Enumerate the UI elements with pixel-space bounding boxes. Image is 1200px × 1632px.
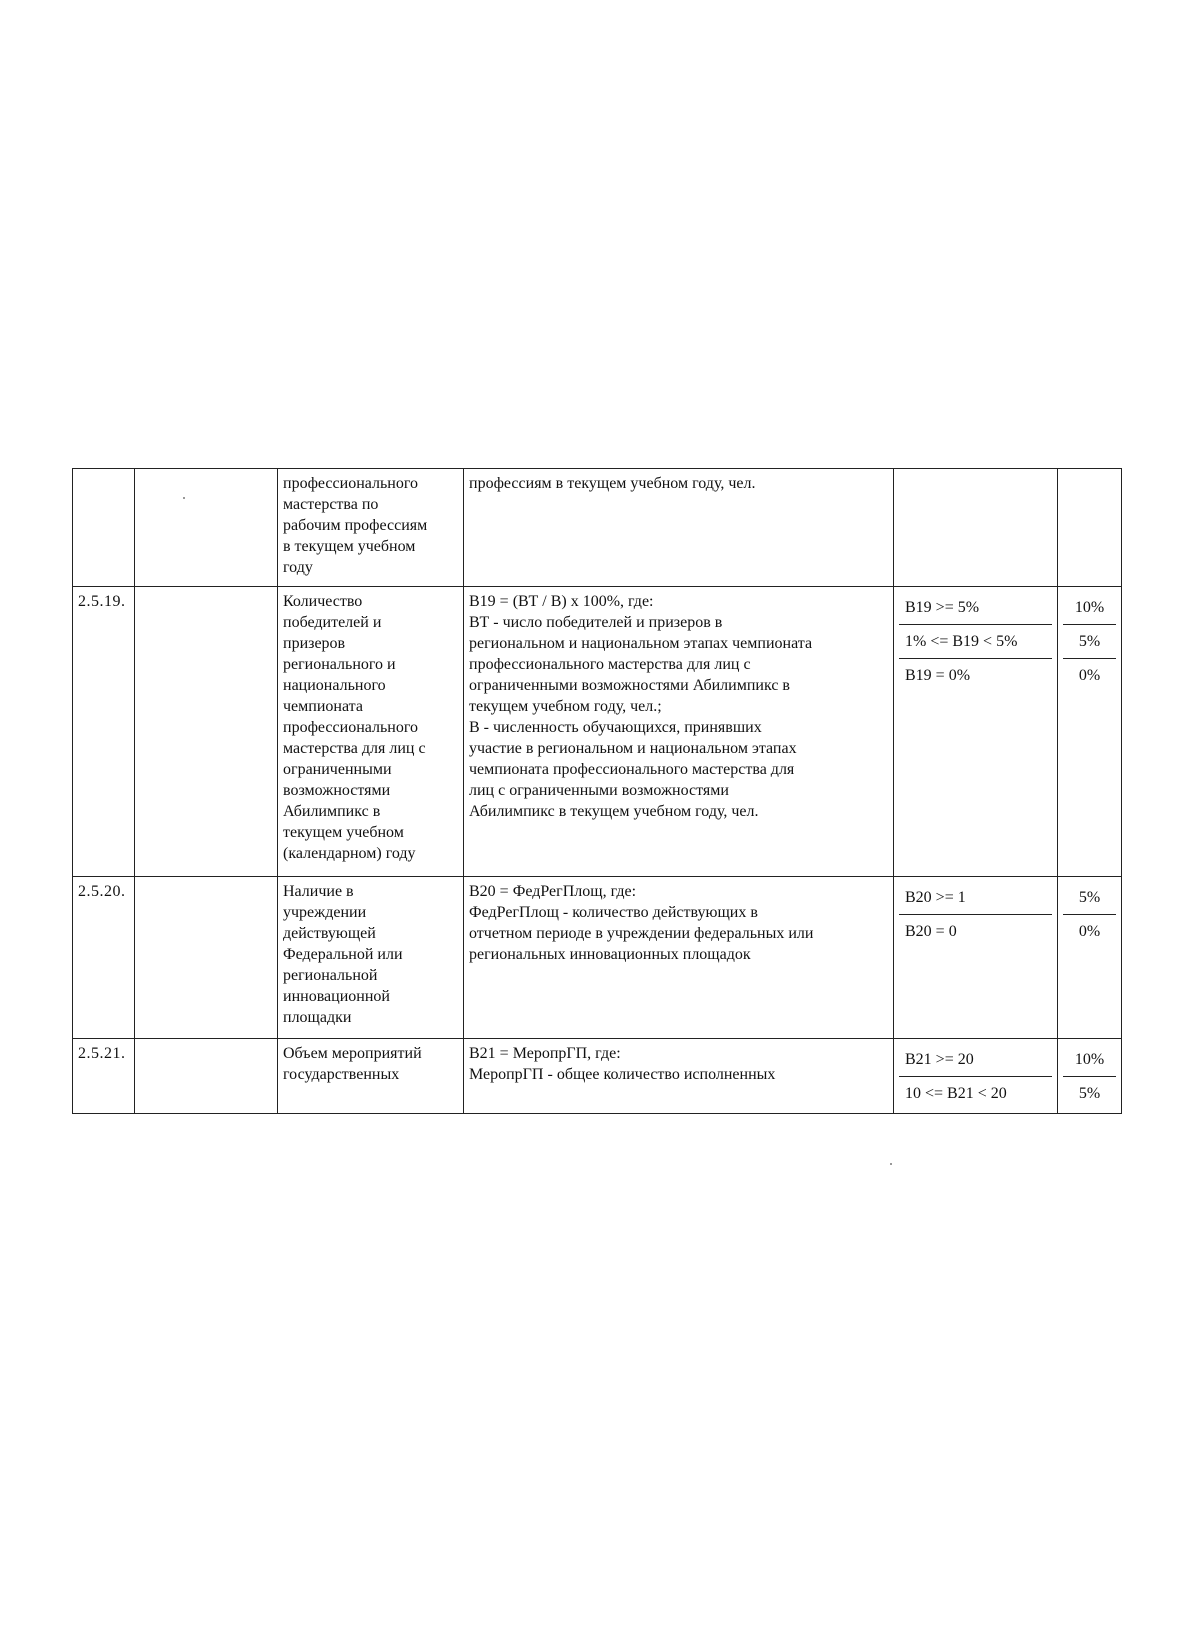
formula-line: региональном и национальном этапах чемпионата <box>469 635 813 652</box>
indicator-name-line: победителей и <box>283 614 382 631</box>
condition-cell: B20 = 0 <box>905 923 957 940</box>
indicator-name-line: чемпионата <box>283 698 363 715</box>
condition-cell: 10 <= B21 < 20 <box>905 1085 1007 1102</box>
indicator-name-line: государственных <box>283 1066 400 1083</box>
indicator-name-line: призеров <box>283 635 346 652</box>
score-cell: 5% <box>1063 625 1116 659</box>
indicator-name-line: Федеральной или <box>283 946 403 963</box>
formula-line: Абилимпикс в текущем учебном году, чел. <box>469 803 759 820</box>
condition-cell: B21 >= 20 <box>899 1043 1052 1077</box>
indicator-name <box>278 1039 464 1114</box>
formula-line: отчетном периоде в учреждении федеральных или <box>469 925 814 942</box>
conditions-column <box>894 587 1058 877</box>
score-cell: 10% <box>1063 1043 1116 1077</box>
formula-line: текущем учебном году, чел.; <box>469 698 662 715</box>
indicator-name-line: ограниченными <box>283 761 392 778</box>
formula-line: лиц с ограниченными возможностями <box>469 782 729 799</box>
indicator-name-line: действующей <box>283 925 376 942</box>
indicator-name-line: в текущем учебном <box>283 538 416 555</box>
table-row <box>73 877 1122 1039</box>
formula-line: МеропрГП - общее количество исполненных <box>469 1066 776 1083</box>
indicator-number: 2.5.19. <box>73 587 135 877</box>
formula-line: ограниченными возможностями Абилимпикс в <box>469 677 790 694</box>
indicator-name <box>278 469 464 587</box>
formula-line: профессионального мастерства для лиц с <box>469 656 751 673</box>
conditions-column <box>894 877 1058 1039</box>
score-column <box>1058 469 1122 587</box>
formula-line: B19 = (ВТ / В) х 100%, где: <box>469 593 654 610</box>
formula-line: B20 = ФедРегПлощ, где: <box>469 883 637 900</box>
blank-cell <box>135 587 278 877</box>
indicator-name-line: Количество <box>283 593 363 610</box>
score-column <box>1058 877 1122 1039</box>
indicator-name-line: региональной <box>283 967 378 984</box>
indicator-name-line: инновационной <box>283 988 390 1005</box>
table-row <box>73 1039 1122 1114</box>
score-cell: 5% <box>1078 1085 1101 1102</box>
criteria-table <box>72 468 1122 1114</box>
score-cell: 0% <box>1078 923 1101 940</box>
indicator-number: 2.5.20. <box>73 877 135 1039</box>
score-cell: 10% <box>1063 591 1116 625</box>
indicator-name <box>278 877 464 1039</box>
indicator-name-line: (календарном) году <box>283 845 416 862</box>
blank-cell <box>135 469 278 587</box>
indicator-name <box>278 587 464 877</box>
indicator-name-line: мастерства по <box>283 496 379 513</box>
formula-line: участие в региональном и национальном этапах <box>469 740 797 757</box>
blank-cell <box>135 877 278 1039</box>
score-column <box>1058 587 1122 877</box>
conditions-column <box>894 1039 1058 1114</box>
indicator-name-line: году <box>283 559 313 576</box>
indicator-name-line: Объем мероприятий <box>283 1045 422 1062</box>
conditions-column <box>894 469 1058 587</box>
condition-cell: B20 >= 1 <box>899 881 1052 915</box>
score-cell: 5% <box>1063 881 1116 915</box>
score-column <box>1058 1039 1122 1114</box>
condition-cell <box>899 473 1052 507</box>
calculation-formula <box>464 1039 894 1114</box>
indicator-name-line: профессионального <box>283 475 419 492</box>
indicator-name-line: мастерства для лиц с <box>283 740 426 757</box>
indicator-name-line: Абилимпикс в <box>283 803 381 820</box>
condition-cell: B19 = 0% <box>905 667 971 684</box>
condition-cell: B19 >= 5% <box>899 591 1052 625</box>
indicator-name-line: регионального и <box>283 656 396 673</box>
blank-cell <box>135 1039 278 1114</box>
indicator-name-line: профессионального <box>283 719 419 736</box>
formula-line: чемпионата профессионального мастерства для <box>469 761 795 778</box>
table-row <box>73 587 1122 877</box>
table-row <box>73 469 1122 587</box>
formula-line: В - численность обучающихся, принявших <box>469 719 762 736</box>
score-cell: 0% <box>1078 667 1101 684</box>
formula-line: ФедРегПлощ - количество действующих в <box>469 904 758 921</box>
indicator-number <box>73 469 135 587</box>
formula-line: ВТ - число победителей и призеров в <box>469 614 723 631</box>
calculation-formula <box>464 587 894 877</box>
indicator-name-line: рабочим профессиям <box>283 517 428 534</box>
scan-speck <box>890 1163 892 1165</box>
formula-line: B21 = МеропрГП, где: <box>469 1045 621 1062</box>
indicator-name-line: текущем учебном <box>283 824 404 841</box>
indicator-name-line: возможностями <box>283 782 391 799</box>
calculation-formula <box>464 469 894 587</box>
indicator-name-line: площадки <box>283 1009 352 1026</box>
formula-line: профессиям в текущем учебном году, чел. <box>469 475 756 492</box>
calculation-formula <box>464 877 894 1039</box>
scan-speck <box>183 497 185 499</box>
formula-line: региональных инновационных площадок <box>469 946 751 963</box>
indicator-name-line: учреждении <box>283 904 367 921</box>
condition-cell: 1% <= B19 < 5% <box>899 625 1052 659</box>
indicator-name-line: национального <box>283 677 386 694</box>
indicator-name-line: Наличие в <box>283 883 354 900</box>
indicator-number: 2.5.21. <box>73 1039 135 1114</box>
score-cell <box>1063 473 1116 507</box>
